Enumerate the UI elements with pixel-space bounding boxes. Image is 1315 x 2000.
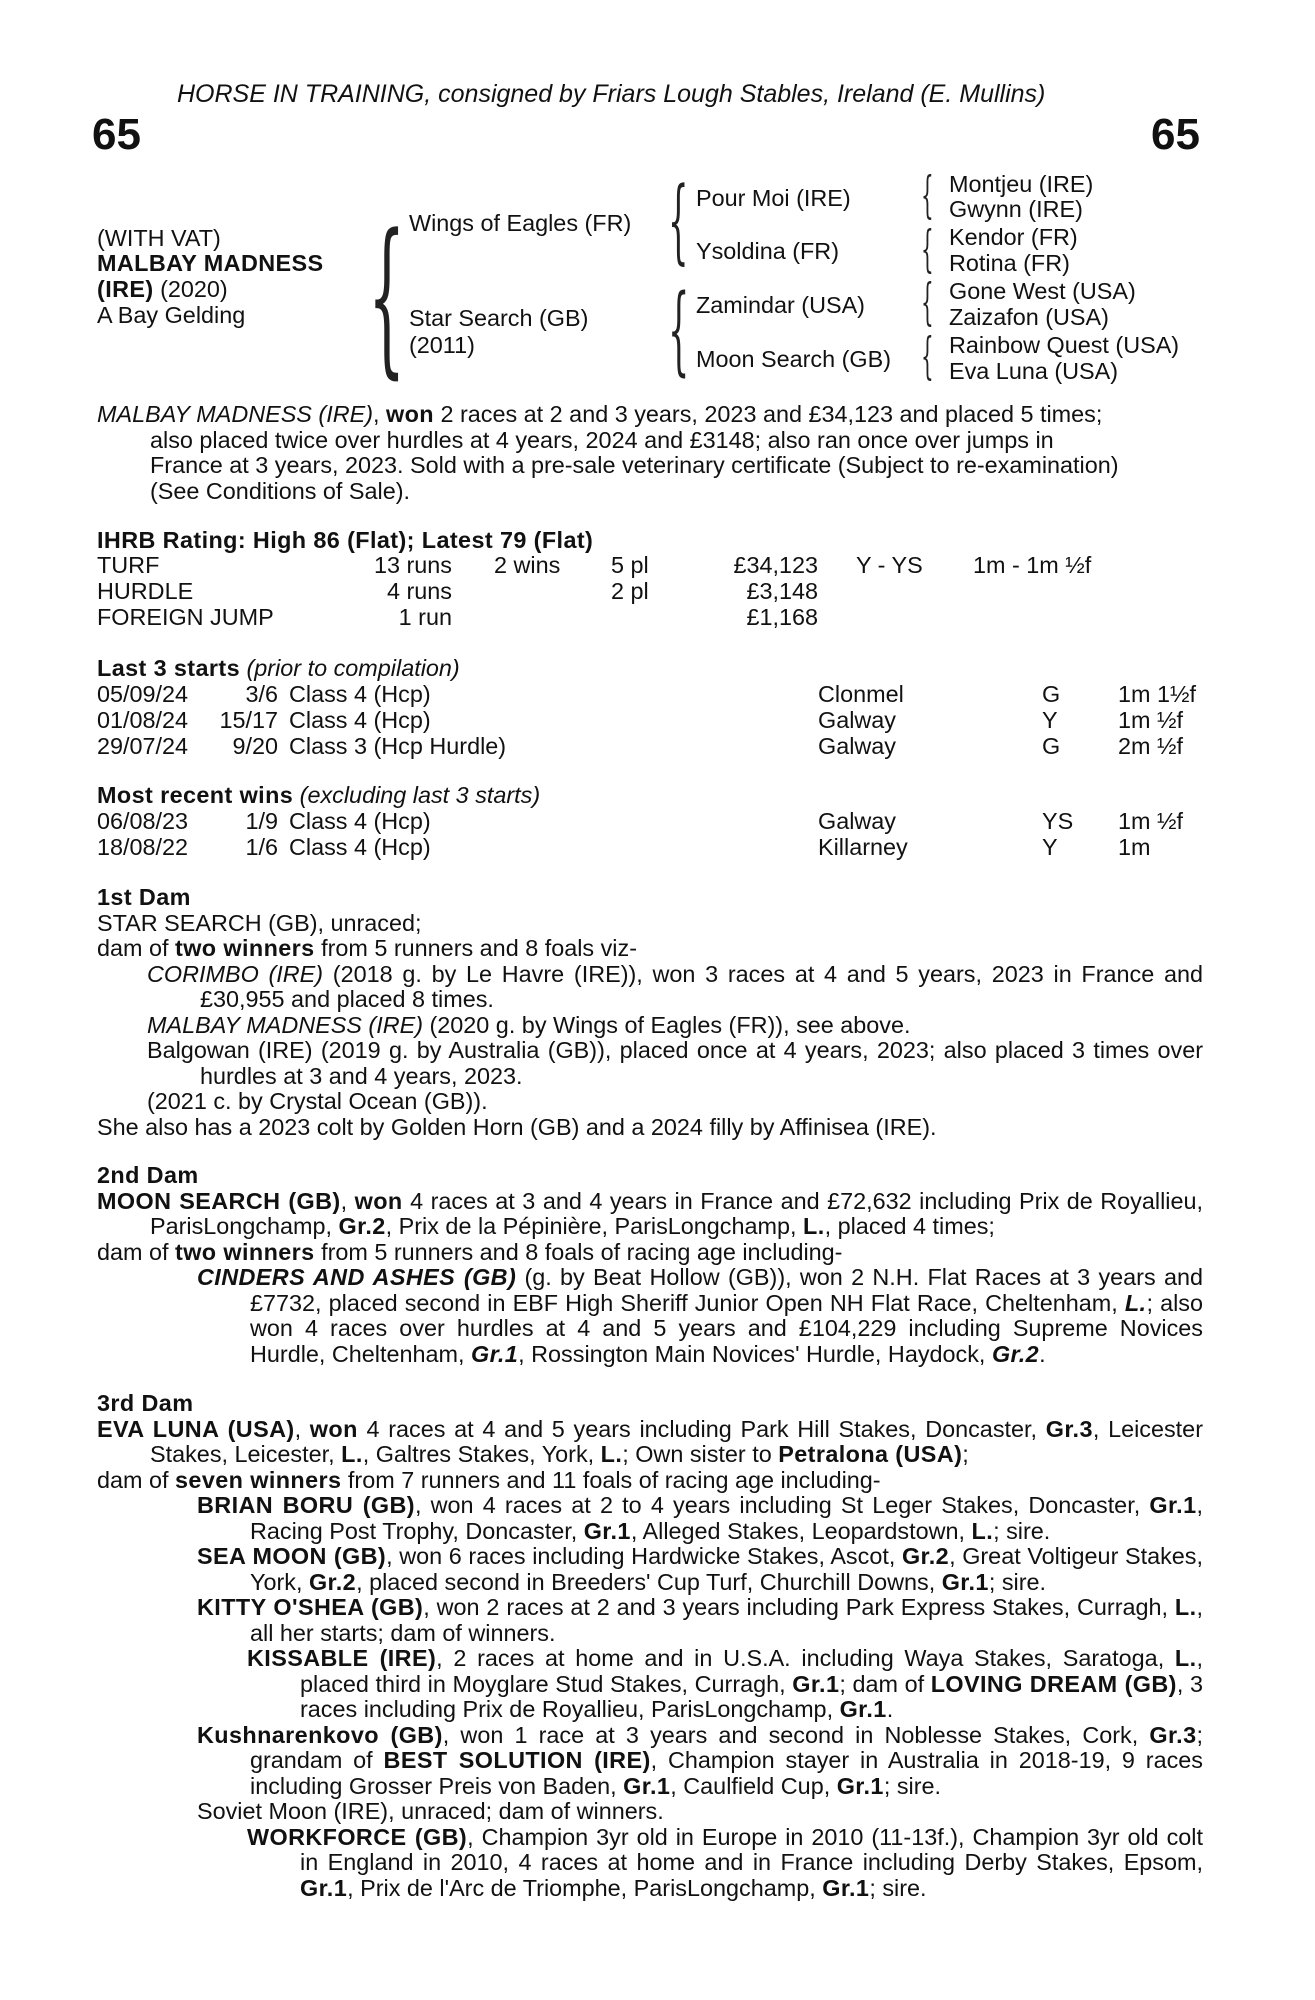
rating-runs: 13 runs	[373, 552, 452, 578]
text: , won 2 races at 2 and 3 years including Park Express Stakes, Curragh,	[423, 1594, 1175, 1620]
second-dam-name: MOON SEARCH (GB)	[97, 1187, 341, 1214]
rating-runs: 4 runs	[386, 578, 452, 604]
pedigree-dam-year: (2011)	[409, 332, 475, 358]
text: , Leicester Stakes, Leicester,	[150, 1415, 1203, 1467]
last3-note: (prior to compilation)	[240, 655, 460, 681]
text: ; dam of	[839, 1670, 931, 1697]
pedigree-g2: Gwynn (IRE)	[949, 196, 1083, 222]
text: dam of	[97, 1238, 176, 1265]
text: , all her starts; dam of winners.	[250, 1594, 1203, 1646]
recent-note: (excluding last 3 starts)	[293, 782, 541, 808]
second-dam-progeny	[97, 1265, 1203, 1367]
pedigree-g3: Kendor (FR)	[949, 224, 1078, 250]
grade: Gr.2	[901, 1543, 950, 1569]
race-distance: 1m	[1118, 834, 1151, 860]
text: ; sire.	[869, 1874, 927, 1901]
race-course: Killarney	[818, 834, 908, 860]
progeny-name: MALBAY MADNESS (IRE)	[147, 1011, 423, 1038]
text: , placed second in Breeders' Cup Turf, Churchill Downs,	[356, 1568, 942, 1595]
race-going: Y	[1042, 834, 1058, 860]
race-course: Galway	[818, 808, 896, 834]
grade: Gr.2	[308, 1568, 357, 1595]
progeny-kushnarenkovo	[97, 1723, 1203, 1800]
race-class: Class 4 (Hcp)	[289, 808, 431, 834]
progeny-brian-boru	[97, 1493, 1203, 1544]
progeny-kitty-oshea	[97, 1595, 1203, 1646]
lot-number-left: 65	[92, 110, 141, 159]
race-position: 1/6	[245, 834, 278, 860]
grade: Gr.1	[1149, 1492, 1197, 1518]
rating-going: Y - YS	[856, 552, 923, 578]
recent-title	[97, 783, 540, 809]
grade: L.	[803, 1213, 825, 1239]
grade: L.	[971, 1517, 994, 1544]
text: .	[886, 1696, 894, 1722]
rating-wins: 2 wins	[494, 552, 561, 578]
text: , won 4 races at 2 to 4 years including St Leger Stakes, Doncaster,	[414, 1492, 1150, 1518]
first-dam-line2	[97, 936, 1203, 962]
text: ; also won 4 races over hurdles at 4 and 5 years and £104,229 including Supreme Novices Hurdle, Cheltenham,	[250, 1289, 1203, 1367]
text: dam of	[97, 1466, 176, 1493]
third-dam-section	[97, 1391, 1203, 1901]
progeny-name: Kushnarenkovo (GB)	[197, 1721, 443, 1748]
second-dam-title: 2nd Dam	[97, 1162, 199, 1188]
progeny-name: WORKFORCE (GB)	[247, 1823, 468, 1850]
text: , won 1 race at 3 years and second in Noblesse Stakes, Cork,	[442, 1721, 1150, 1748]
pedigree-sire-sire: Pour Moi (IRE)	[696, 185, 851, 211]
recent-heading: Most recent wins	[97, 782, 294, 808]
text: , Prix de l'Arc de Triomphe, ParisLongchamp,	[347, 1874, 823, 1901]
pedigree-dam: Star Search (GB)	[409, 305, 589, 331]
race-position: 3/6	[245, 681, 278, 707]
progeny-name: LOVING DREAM (GB)	[930, 1670, 1177, 1697]
text: , Champion stayer in Australia in 2018-19, 9 races including Grosser Preis von Baden,	[250, 1747, 1203, 1799]
grade: Gr.1	[836, 1772, 884, 1799]
race-date: 29/07/24	[97, 733, 189, 759]
last3-heading: Last 3 starts	[97, 655, 241, 681]
pedigree-g5: Gone West (USA)	[949, 278, 1136, 304]
race-distance: 1m ½f	[1118, 808, 1183, 834]
progeny-text: (2020 g. by Wings of Eagles (FR)), see above.	[422, 1011, 911, 1038]
summary-text: 2 races at 2 and 3 years, 2023 and £34,123 and placed 5 times;	[433, 401, 1103, 427]
text: from 5 runners and 8 foals viz-	[314, 935, 637, 961]
race-date: 01/08/24	[97, 707, 189, 733]
pedigree-brace-sire: {	[668, 167, 689, 274]
race-class: Class 4 (Hcp)	[289, 681, 431, 707]
won: won	[354, 1187, 403, 1214]
progeny-name: SEA MOON (GB)	[197, 1543, 387, 1569]
text: , placed 4 times;	[824, 1213, 995, 1239]
pedigree-dam-sire: Zamindar (USA)	[696, 292, 865, 318]
grade: Gr.2	[338, 1213, 386, 1239]
grade: L.	[1124, 1289, 1147, 1316]
pedigree-sire: Wings of Eagles (FR)	[409, 210, 632, 236]
text: ; sire.	[883, 1772, 942, 1799]
text: (g. by Beat Hollow (GB)), won 2 N.H. Flat Races at 3 years and £7732, placed second in EBF High Sheriff Junior Open NH Flat Race, Cheltenham,	[250, 1264, 1203, 1316]
first-dam-foals: She also has a 2023 colt by Golden Horn (GB) and a 2024 filly by Affinisea (IRE).	[97, 1113, 937, 1140]
text: , won 6 races including Hardwicke Stakes, Ascot,	[386, 1543, 902, 1569]
third-dam-title: 3rd Dam	[97, 1390, 194, 1416]
pedigree-brace-g1: {	[921, 166, 934, 224]
race-position: 1/9	[245, 808, 278, 834]
pedigree-g8: Eva Luna (USA)	[949, 358, 1119, 384]
progeny-text: (2018 g. by Le Havre (IRE)), won 3 races at 4 and 5 years, 2023 in France and £30,955 and placed 8 times.	[200, 960, 1203, 1012]
race-distance: 2m ½f	[1118, 733, 1183, 759]
pedigree-brace-g4: {	[921, 327, 934, 385]
summary-line3: France at 3 years, 2023. Sold with a pre-sale veterinary certificate (Subject to re-examination)	[150, 452, 1119, 478]
consignment-header: HORSE IN TRAINING, consigned by Friars Lough Stables, Ireland (E. Mullins)	[177, 80, 1046, 108]
text: , Racing Post Trophy, Doncaster,	[250, 1492, 1203, 1544]
rating-earnings: £3,148	[746, 578, 818, 604]
grade: Gr.3	[1045, 1415, 1093, 1442]
pedigree-g7: Rainbow Quest (USA)	[949, 332, 1180, 358]
sister-name: Petralona (USA)	[778, 1441, 963, 1467]
text: ;	[962, 1441, 969, 1467]
grade: Gr.1	[471, 1340, 519, 1367]
pedigree-g1: Montjeu (IRE)	[949, 171, 1094, 197]
grade: L.	[341, 1441, 363, 1467]
horse-name-line2	[97, 277, 228, 303]
race-class: Class 4 (Hcp)	[289, 834, 431, 860]
winners-count: two winners	[175, 935, 315, 961]
progeny-name: KITTY O'SHEA (GB)	[197, 1594, 424, 1620]
progeny-name: BEST SOLUTION (IRE)	[383, 1747, 651, 1773]
grade: Gr.3	[1149, 1721, 1197, 1748]
horse-description: A Bay Gelding	[97, 302, 246, 328]
rating-title: IHRB Rating: High 86 (Flat); Latest 79 (Flat)	[97, 527, 594, 553]
rating-placed: 2 pl	[611, 578, 649, 604]
progeny-name: KISSABLE (IRE)	[247, 1645, 437, 1671]
horse-country: (IRE)	[97, 276, 154, 302]
race-date: 05/09/24	[97, 681, 189, 707]
pedigree-g6: Zaizafon (USA)	[949, 304, 1109, 330]
third-dam-produce	[97, 1468, 1203, 1494]
rating-placed: 5 pl	[611, 552, 649, 578]
text: , Rossington Main Novices' Hurdle, Haydock,	[518, 1340, 992, 1367]
summary-line1: MALBAY MADNESS (IRE), won 2 races at 2 and 3 years, 2023 and £34,123 and placed 5 times;	[97, 401, 1103, 427]
text: , Prix de la Pépinière, ParisLongchamp,	[385, 1213, 804, 1239]
won: won	[309, 1415, 358, 1442]
pedigree-dam-dam: Moon Search (GB)	[696, 346, 891, 372]
third-dam-name: EVA LUNA (USA)	[97, 1415, 295, 1442]
rating-earnings: £1,168	[746, 604, 818, 630]
second-dam-record: MOON SEARCH (GB), won 4 races at 3 and 4 years in France and £72,632 including Prix de Royallieu, ParisLongchamp, Gr.2, Prix de la Pépinière, ParisLongchamp, L., placed 4 times;	[97, 1187, 1203, 1239]
text: dam of	[97, 935, 176, 961]
first-dam-progeny-4: (2021 c. by Crystal Ocean (GB)).	[147, 1088, 488, 1114]
first-dam-title: 1st Dam	[97, 884, 191, 910]
grade: Gr.1	[792, 1670, 840, 1697]
rating-type: HURDLE	[97, 578, 194, 604]
rating-type: TURF	[97, 552, 160, 578]
third-dam-record: EVA LUNA (USA), won 4 races at 4 and 5 years including Park Hill Stakes, Doncaster, Gr.3, Leicester Stakes, Leicester, L., Galtres Stakes, York, L.; Own sister to Petralona (USA);	[97, 1415, 1203, 1467]
rating-earnings: £34,123	[733, 552, 818, 578]
grade: Gr.1	[822, 1874, 870, 1901]
grade: Gr.1	[623, 1772, 671, 1799]
race-distance: 1m 1½f	[1118, 681, 1197, 707]
text: , Alleged Stakes, Leopardstown,	[630, 1517, 972, 1544]
summary-line4: (See Conditions of Sale).	[150, 477, 411, 504]
text: ; sire.	[993, 1517, 1051, 1544]
progeny-soviet-moon: Soviet Moon (IRE), unraced; dam of winners.	[197, 1798, 664, 1824]
text: .	[1039, 1340, 1046, 1367]
first-dam-line1: STAR SEARCH (GB), unraced;	[97, 909, 422, 936]
text: , Great Voltigeur Stakes, York,	[250, 1543, 1203, 1595]
race-distance: 1m ½f	[1118, 707, 1183, 733]
text: , 2 races at home and in U.S.A. including Waya Stakes, Saratoga,	[436, 1645, 1175, 1671]
text: ; Own sister to	[622, 1441, 779, 1467]
race-going: Y	[1042, 707, 1058, 733]
grade: L.	[600, 1441, 623, 1467]
race-class: Class 4 (Hcp)	[289, 707, 431, 733]
race-course: Clonmel	[818, 681, 904, 707]
text: from 7 runners and 11 foals of racing age including-	[341, 1466, 881, 1493]
race-going: G	[1042, 681, 1061, 707]
race-course: Galway	[818, 707, 896, 733]
text: , Galtres Stakes, York,	[362, 1441, 601, 1467]
summary-won: won	[385, 401, 434, 427]
text: ; grandam of	[250, 1721, 1203, 1773]
first-dam-progeny-1	[97, 962, 1203, 1013]
rating-type: FOREIGN JUMP	[97, 604, 274, 630]
text: , 3 races including Prix de Royallieu, ParisLongchamp,	[300, 1670, 1203, 1722]
summary-horse-name: MALBAY MADNESS (IRE)	[97, 401, 373, 427]
progeny-kissable	[97, 1646, 1203, 1723]
grade: L.	[1174, 1645, 1197, 1671]
race-date: 06/08/23	[97, 808, 189, 834]
progeny-workforce	[97, 1825, 1203, 1902]
summary-line2: also placed twice over hurdles at 4 years, 2024 and £3148; also ran once over jumps in	[150, 426, 1054, 453]
text: 4 races at 3 and 4 years in France and £72,632 including Prix de Royallieu, ParisLongchamp,	[150, 1187, 1203, 1239]
horse-name: MALBAY MADNESS	[97, 250, 324, 276]
winners-count: seven winners	[175, 1466, 342, 1493]
pedigree-brace-dam: {	[668, 274, 690, 386]
race-course: Galway	[818, 733, 896, 759]
rating-runs: 1 run	[398, 604, 452, 630]
horse-year: (2020)	[160, 276, 228, 302]
progeny-sea-moon	[97, 1544, 1203, 1595]
text: ; sire.	[988, 1568, 1047, 1595]
text: , Champion 3yr old in Europe in 2010 (11-13f.), Champion 3yr old colt in England in 2010, 4 races at home and in France including Derby Stakes, Epsom,	[300, 1823, 1203, 1875]
grade: L.	[1174, 1594, 1197, 1620]
race-going: G	[1042, 733, 1061, 759]
summary-paragraph	[97, 402, 1203, 504]
pedigree-brace-g3: {	[921, 273, 934, 331]
grade: Gr.1	[583, 1517, 631, 1544]
grade: Gr.1	[941, 1568, 989, 1595]
grade: Gr.2	[991, 1340, 1040, 1367]
winners-count: two winners	[175, 1238, 315, 1265]
first-dam-progeny-3: Balgowan (IRE) (2019 g. by Australia (GB)), placed once at 4 years, 2023; also placed 3 times over hurdles at 3 and 4 years, 2023.	[147, 1037, 1203, 1089]
race-class: Class 3 (Hcp Hurdle)	[289, 733, 507, 759]
race-going: YS	[1042, 808, 1074, 834]
pedigree-brace-g2: {	[921, 220, 934, 278]
grade: Gr.1	[839, 1696, 887, 1722]
pedigree-brace-main: {	[368, 198, 406, 394]
text: , Caulfield Cup,	[670, 1772, 837, 1799]
text: , placed third in Moyglare Stud Stakes, Curragh,	[300, 1645, 1203, 1697]
race-position: 9/20	[232, 733, 278, 759]
grade: Gr.1	[300, 1874, 348, 1901]
progeny-name: CORIMBO (IRE)	[147, 960, 324, 987]
first-dam-section	[97, 885, 1203, 1140]
progeny-name: BRIAN BORU (GB)	[197, 1492, 415, 1518]
text: 4 races at 4 and 5 years including Park Hill Stakes, Doncaster,	[357, 1415, 1046, 1442]
vat-label: (WITH VAT)	[97, 225, 221, 251]
race-date: 18/08/22	[97, 834, 189, 860]
first-dam-progeny-2	[97, 1013, 1203, 1039]
rating-distance: 1m - 1m ½f	[973, 552, 1092, 578]
pedigree-g4: Rotina (FR)	[949, 250, 1070, 276]
text: from 5 runners and 8 foals of racing age including-	[314, 1238, 843, 1265]
pedigree-sire-dam: Ysoldina (FR)	[696, 238, 839, 264]
progeny-name: CINDERS AND ASHES (GB)	[197, 1264, 517, 1290]
lot-number-right: 65	[1151, 110, 1200, 159]
second-dam-produce	[97, 1240, 1203, 1266]
last3-title	[97, 656, 460, 682]
race-position: 15/17	[219, 707, 278, 733]
second-dam-section	[97, 1163, 1203, 1367]
